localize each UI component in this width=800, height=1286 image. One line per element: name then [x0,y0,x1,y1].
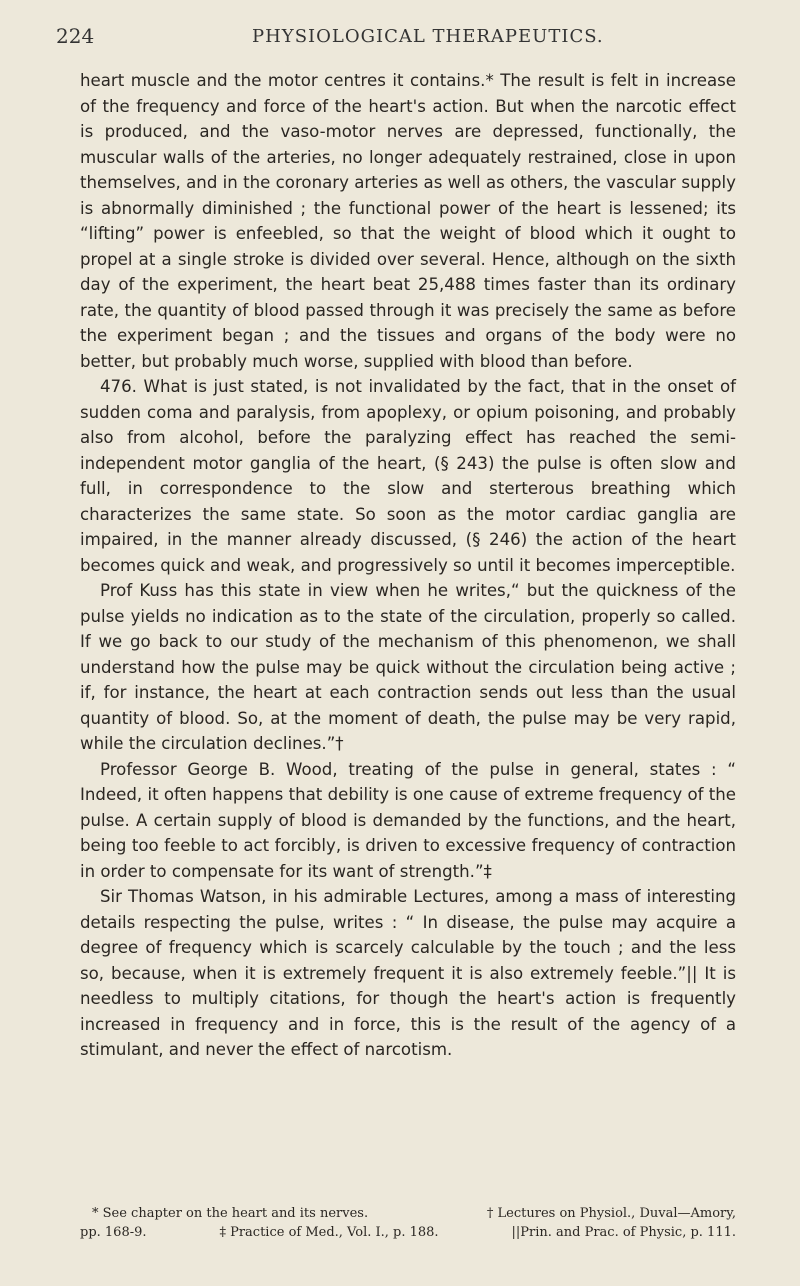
footnote-1-pages: pp. 168-9. [80,1225,147,1240]
paragraph-1: heart muscle and the motor centres it contains.* The result is felt in increase of the frequency and force of the heart's action. But when the narcotic effect is produced, and the vaso-motor nerves are depressed, functionally, the muscular walls of the arteries, no longer adequately restrained, close in upon themselves, and in the coronary arteries as well as others, the vascular supply is abnormally diminished ; the functional power of the heart is lessened; its “lifting” power is enfeebled, so that the weight of blood which it ought to propel at a single stroke is divided over several. Hence, although on the sixth day of the experiment, the heart beat 25,488 times faster than its ordinary rate, the quantity of blood passed through it was precisely the same as before the experiment began ; and the tissues and organs of the body were no better, but probably much worse, supplied with blood than before. [80,71,736,371]
page-number: 224 [56,24,95,48]
footnote-2: † Lectures on Physiol., Duval—Amory, [486,1206,736,1221]
paragraph-kuss-quote: Prof Kuss has this state in view when he writes,“ but the quickness of the pulse yields no indication as to the state of the circulation, properly so called. If we go back to our study of the mechanism of this phenomenon, we shall understand how the pulse may be quick without the circulation being active ; if, for instance, the heart at each contraction sends out less than the usual quantity of blood. So, at the moment of death, the pulse may be very rapid, while the circulation declines.”† [80,581,736,753]
footnotes [80,1204,736,1242]
footnote-row-2 [80,1223,736,1242]
footnote-row-1 [80,1204,736,1223]
running-title: PHYSIOLOGICAL THERAPEUTICS. [252,26,604,47]
page-header [56,18,756,58]
paragraph-wood-quote: Professor George B. Wood, treating of the pulse in general, states : “ Indeed, it often happens that debility is one cause of extreme frequency of the pulse. A certain supply of blood is demanded by the functions, and the heart, being too feeble to act forcibly, is driven to excessive frequency of contraction in order to compensate for its want of strength.”‡ [80,759,736,881]
paragraph-watson-quote: Sir Thomas Watson, in his admirable Lectures, among a mass of interesting details respecting the pulse, writes : “ In disease, the pulse may acquire a degree of frequency which is scarcely calculable by the touch ; and the less so, because, when it is extremely frequent it is also extremely feeble.”|| It is needless to multiply citations, for though the heart's action is frequently increased in frequency and in force, this is the result of the agency of a stimulant, and never the effect of narcotism. [80,887,736,1059]
body-text [80,68,736,1063]
footnote-4: ||Prin. and Prac. of Physic, p. 111. [511,1225,736,1240]
footnote-3: ‡ Practice of Med., Vol. I., p. 188. [219,1225,439,1240]
paragraph-476: 476. What is just stated, is not invalidated by the fact, that in the onset of sudden coma and paralysis, from apoplexy, or opium poisoning, and probably also from alcohol, before the paralyzing effect has reached the semi-independent motor ganglia of the heart, (§ 243) the pulse is often slow and full, in correspondence to the slow and sterterous breathing which characterizes the same state. So soon as the motor cardiac ganglia are impaired, in the manner already discussed, (§ 246) the action of the heart becomes quick and weak, and progressively so until it becomes imperceptible. [80,377,736,575]
footnote-1: * See chapter on the heart and its nerves. [92,1206,369,1221]
